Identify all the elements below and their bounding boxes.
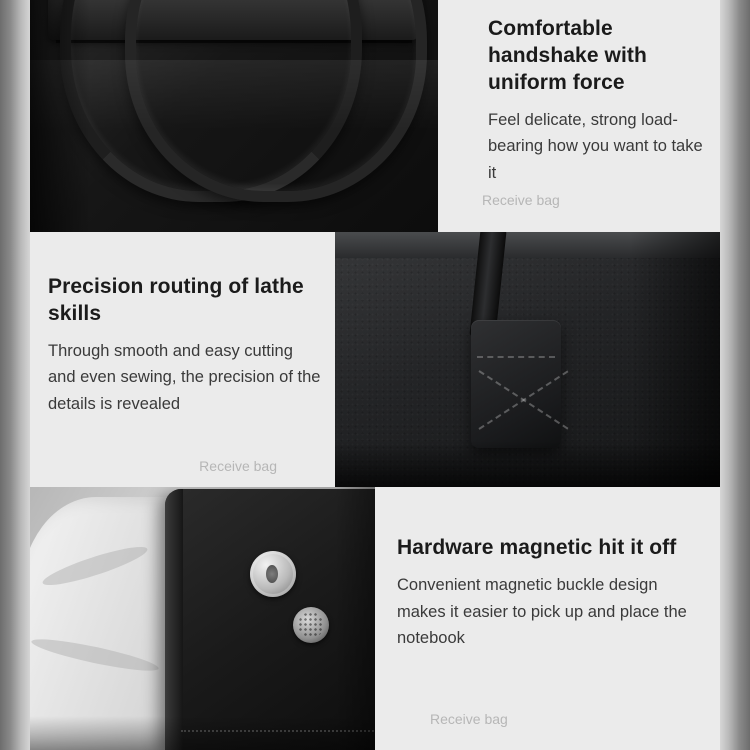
section-comfortable-handshake — [30, 0, 720, 232]
hardware-magnetic-text-panel — [375, 487, 720, 750]
magnetic-buckle-stud-large — [250, 551, 296, 597]
precision-routing-heading: Precision routing of lathe skills — [48, 275, 304, 325]
flap-edge — [165, 489, 183, 750]
stitched-tag — [471, 320, 561, 448]
bag-left-shadow — [30, 0, 90, 232]
magnetic-buckle-stud-small — [293, 607, 329, 643]
comfortable-handshake-caption: Receive bag — [482, 192, 560, 208]
leather-bottom-shadow — [335, 441, 720, 487]
cloth-fold-2 — [30, 634, 160, 677]
precision-routing-caption: Receive bag — [199, 458, 277, 474]
tag-top-stitch — [477, 356, 555, 358]
leather-stitched-tag-photo — [335, 232, 720, 487]
page-edge-left — [0, 0, 30, 750]
bag-gloss-highlight — [30, 60, 438, 130]
bag-handles-photo — [30, 0, 438, 232]
comfortable-handshake-body: Feel delicate, strong load-bearing how you want to take it — [488, 110, 703, 183]
precision-routing-text-panel — [30, 232, 335, 487]
hardware-magnetic-body: Convenient magnetic buckle design makes it easier to pick up and place the notebook — [397, 575, 687, 648]
hardware-magnetic-heading: Hardware magnetic hit it off — [397, 536, 677, 559]
comfortable-handshake-heading: Comfortable handshake with uniform force — [488, 17, 647, 94]
photo-right-shadow — [335, 487, 375, 750]
photo-bottom-shadow — [30, 716, 375, 750]
cloth-fold-1 — [40, 540, 150, 591]
page-edge-right — [720, 0, 750, 750]
magnetic-buckle-photo — [30, 487, 375, 750]
comfortable-handshake-text-panel — [438, 0, 720, 232]
precision-routing-body: Through smooth and easy cutting and even sewing, the precision of the details is revealed — [48, 341, 321, 414]
section-hardware-magnetic — [30, 487, 720, 750]
section-precision-routing — [30, 232, 720, 487]
hardware-magnetic-caption: Receive bag — [430, 711, 508, 727]
